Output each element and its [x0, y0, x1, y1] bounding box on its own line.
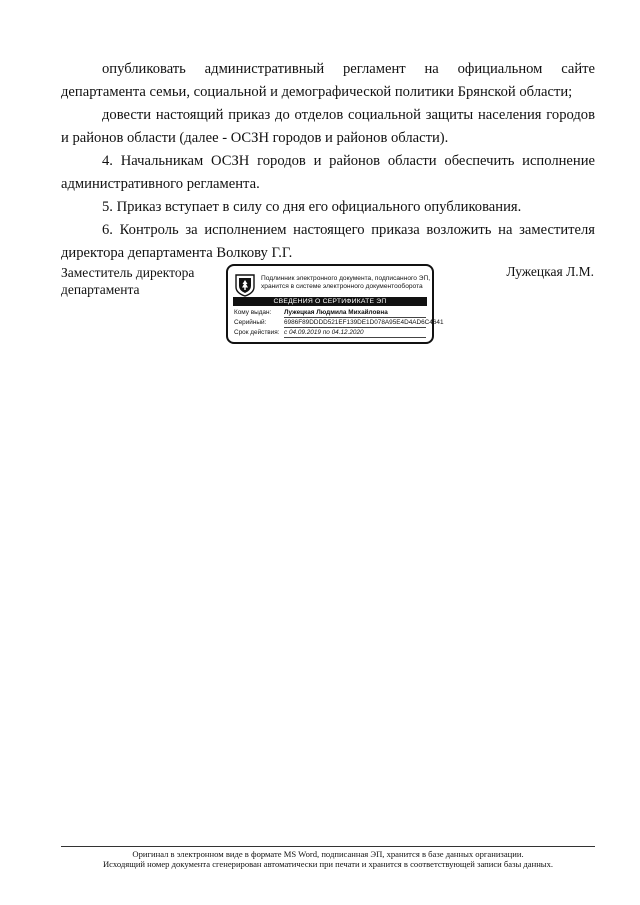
bryansk-coat-of-arms-icon — [235, 274, 255, 297]
signer-position-line1: Заместитель директора — [61, 265, 195, 280]
stamp-row-rule — [284, 327, 426, 328]
stamp-header — [261, 275, 430, 291]
stamp-validity-row — [234, 329, 364, 337]
signer-name: Лужецкая Л.М. — [506, 264, 594, 279]
stamp-row-rule — [284, 317, 426, 318]
stamp-issued-to-value: Лужецкая Людмила Михайловна — [284, 309, 388, 316]
stamp-certificate-title: СВЕДЕНИЯ О СЕРТИФИКАТЕ ЭП — [233, 297, 427, 306]
paragraph-inform: довести настоящий приказ до отделов социальной защиты населения городов и районов области (далее - ОСЗН городов и районов области). — [61, 107, 595, 146]
signer-position — [61, 264, 194, 298]
paragraph-publish: опубликовать административный регламент на официальном сайте департамента семьи, социальной и демографической политики Брянской области; — [61, 61, 595, 100]
footer-divider — [61, 846, 595, 847]
stamp-validity-label: Срок действия: — [234, 329, 280, 336]
document-body — [61, 58, 595, 265]
stamp-serial-label: Серийный: — [234, 319, 267, 326]
footer-line2: Исходящий номер документа сгенерирован автоматически при печати и хранится в соответствующей записи базы данных. — [102, 859, 554, 869]
footer-line1: Оригинал в электронном виде в формате MS Word, подписанная ЭП, хранится в базе данных организации. — [132, 849, 524, 859]
stamp-issued-to-label: Кому выдан: — [234, 309, 272, 316]
document-footer — [61, 849, 595, 869]
paragraph-item-4: 4. Начальникам ОСЗН городов и районов области обеспечить исполнение административного регламента. — [61, 153, 595, 192]
electronic-signature-stamp — [226, 264, 444, 344]
stamp-serial-row — [234, 319, 444, 327]
paragraph-item-6: 6. Контроль за исполнением настоящего приказа возложить на заместителя директора департамента Волкову Г.Г. — [61, 222, 595, 261]
paragraph-item-5: 5. Приказ вступает в силу со дня его официального опубликования. — [102, 199, 522, 215]
stamp-header-line1: Подлинник электронного документа, подписанного ЭП, — [261, 275, 431, 282]
stamp-row-rule — [284, 337, 426, 338]
stamp-validity-value: с 04.09.2019 по 04.12.2020 — [284, 329, 364, 336]
stamp-header-line2: хранится в системе электронного документооборота — [261, 283, 423, 290]
stamp-issued-to-row — [234, 309, 388, 317]
stamp-serial-value: 6986F89DDDD521EF139DE1D078A95E4D4AD6C4641 — [284, 319, 444, 326]
signer-position-line2: департамента — [61, 282, 140, 297]
